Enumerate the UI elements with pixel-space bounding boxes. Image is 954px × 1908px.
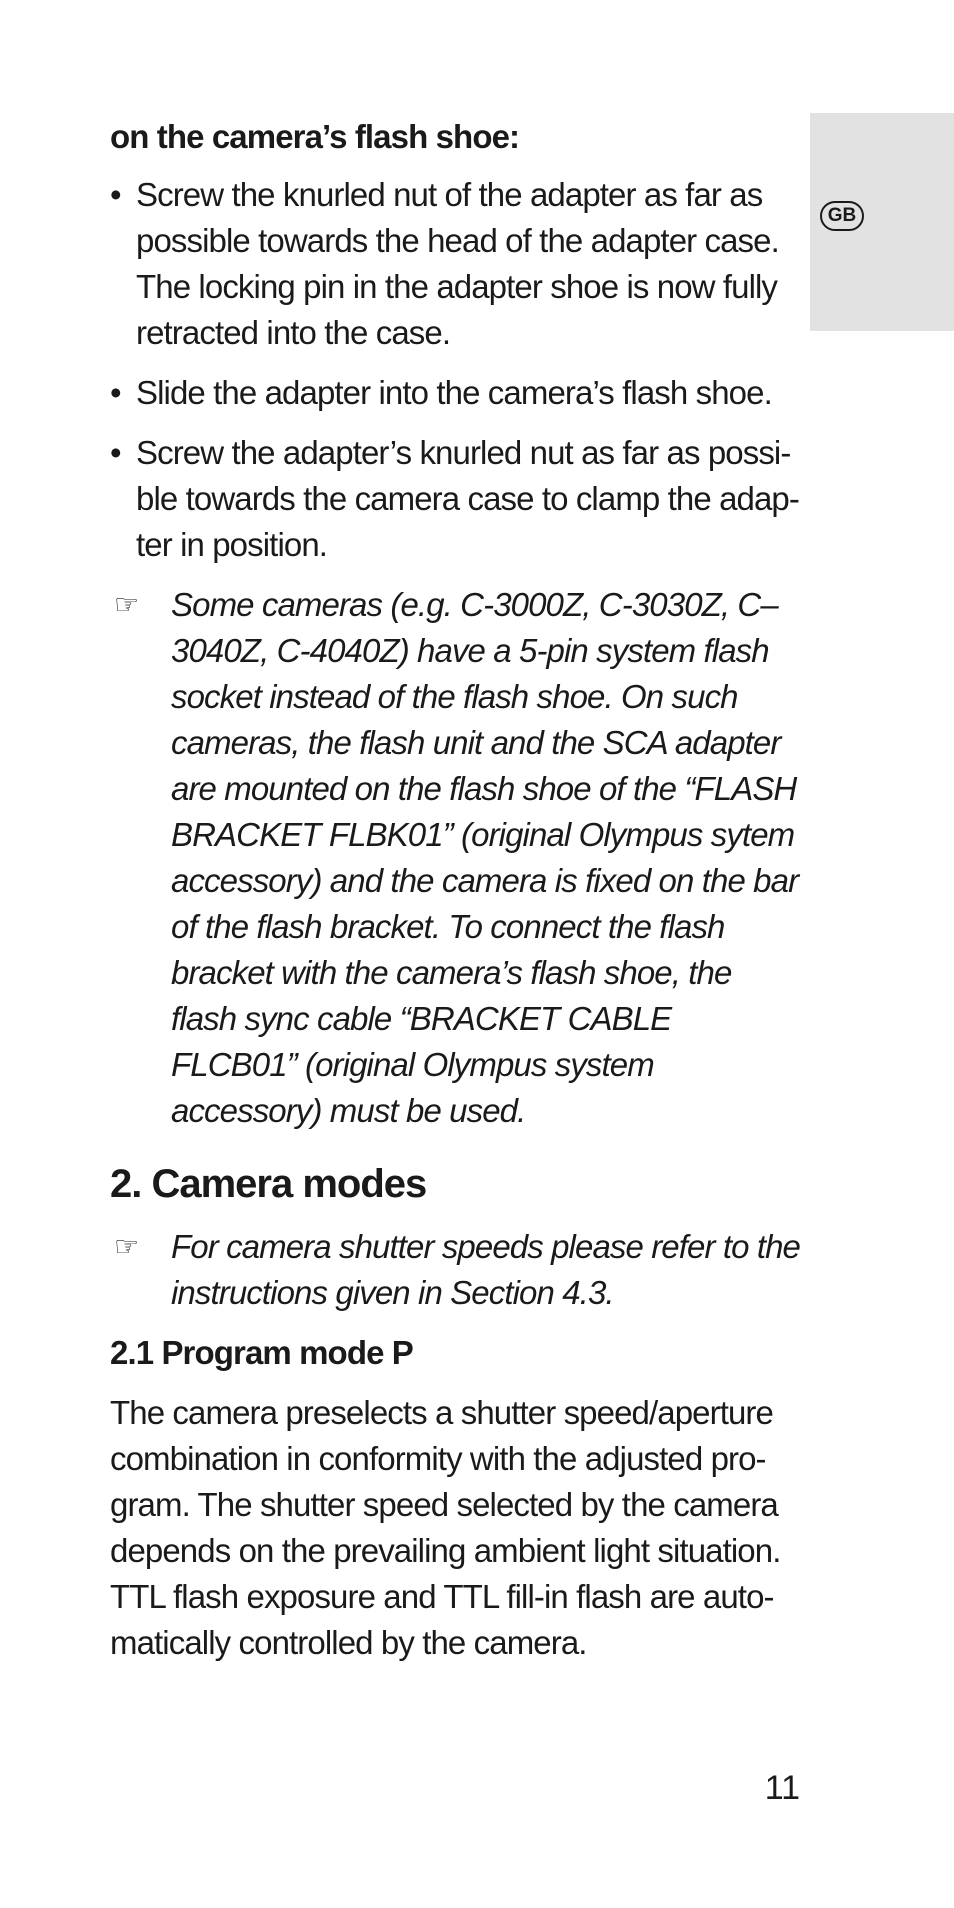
body-paragraph: The camera preselects a shutter speed/aperture combination in conformity with the adjusted pro-gram. The shutter speed selected by the camera depends on the prevailing ambient light situation. TTL flash exposure and TTL fill-in flash are auto-matically controlled by the camera. <box>110 1394 781 1661</box>
bullet-item <box>110 370 800 416</box>
page-content <box>110 114 800 1666</box>
bullet-item <box>110 430 800 568</box>
page-number: 11 <box>764 1769 800 1807</box>
note-text: For camera shutter speeds please refer to the instructions given in Section 4.3. <box>171 1228 801 1311</box>
bullet-dot: • <box>110 374 121 411</box>
language-badge: GB <box>820 201 864 231</box>
pointing-hand-icon: ☞ <box>114 1231 139 1262</box>
bullet-dot: • <box>110 434 121 471</box>
note-block <box>110 1224 800 1316</box>
bullet-text: Slide the adapter into the camera’s flash shoe. <box>136 374 772 411</box>
section-heading: 2. Camera modes <box>110 1162 427 1206</box>
note-block <box>110 582 800 1134</box>
pointing-hand-icon: ☞ <box>114 589 139 620</box>
note-text: Some cameras (e.g. C-3000Z, C-3030Z, C–3040Z, C-4040Z) have a 5-pin system flash socket instead of the flash shoe. On such cameras, the flash unit and the SCA adapter are mounted on the flash shoe of the “FLASH BRACKET FLBK01” (original Olympus sytem accessory) and the camera is fixed on the bar of the flash bracket. To connect the flash bracket with the camera’s flash shoe, the flash sync cable “BRACKET CABLE FLCB01” (original Olympus system accessory) must be used. <box>171 586 799 1129</box>
bullet-item <box>110 172 800 356</box>
subsection-heading: 2.1 Program mode P <box>110 1334 413 1371</box>
bullet-text: Screw the adapter’s knurled nut as far as possi-ble towards the camera case to clamp the adap-ter in position. <box>136 434 799 563</box>
bullet-dot: • <box>110 176 121 213</box>
bullet-text: Screw the knurled nut of the adapter as far as possible towards the head of the adapter case. The locking pin in the adapter shoe is now fully retracted into the case. <box>136 176 779 351</box>
section-subheading: on the camera’s flash shoe: <box>110 118 520 155</box>
